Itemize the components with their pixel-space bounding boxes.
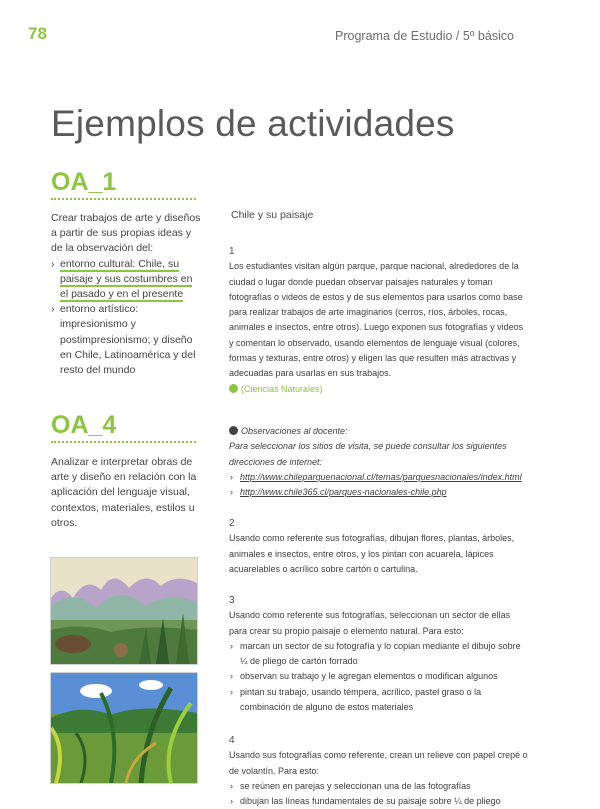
activity-1-text: Los estudiantes visitan algún parque, parque nacional, alrededores de la ciudad o lugar donde puedan observar paisajes naturales y toman fotografías o videos de estos y de sus elementos para usarlos como base para realizar trabajos de arte imaginarios (cerros, ríos, árboles, rocas, animales e insectos, entre otros). Luego exponen sus fotografías y videos y comentan lo observado, usando elementos de lenguaje visual (colores, formas y texturas, entre otros) y eligen las que resulten más atractivas y adecuadas para usarlas en sus trabajos.: [229, 261, 524, 379]
activity-3-steps: [229, 639, 529, 715]
activity-2: [229, 516, 529, 577]
activity-3-step: [229, 639, 529, 670]
oa4-objective: Analizar e interpretar obras de arte y diseño en relación con la aplicación del lenguaje visual, contextos, materiales, estilos u otros.: [51, 456, 197, 529]
activity-1-number: 1: [229, 246, 235, 257]
oa1-item-artistico: [51, 302, 201, 378]
teacher-notes-text: Para seleccionar los sitios de visita, se puede consultar los siguientes direcciones de internet:: [229, 441, 507, 467]
activity-4-step: [229, 779, 529, 794]
page-title: Ejemplos de actividades: [51, 103, 455, 144]
landscape-painting-mountains: [50, 557, 198, 665]
teacher-notes-title: Observaciones al docente:: [241, 426, 348, 436]
activity-4: [229, 733, 529, 809]
activity-1: [229, 244, 529, 397]
activity-3-step: [229, 669, 529, 684]
activity-3-number: 3: [229, 595, 235, 606]
activity-1-reference: [229, 382, 529, 397]
activity-4-text: Usando sus fotografías como referente, crean un relieve con papel crepé o de volantín. Para esto:: [229, 750, 528, 776]
teacher-notes-links: [229, 470, 529, 501]
activity-3-step-text: observan su trabajo y le agregan elementos o modifican algunos: [240, 671, 498, 682]
activity-2-number: 2: [229, 518, 235, 529]
painting-mountains-illustration: [51, 558, 197, 664]
oa1-item-cultural: [51, 257, 201, 303]
oa1-intro: Crear trabajos de arte y diseños a partir de sus propias ideas y de la observación del:: [51, 212, 201, 255]
oa1-item-artistico-text: entorno artístico: impresionismo y postimpresionismo; y diseño en Chile, Latinoamérica y del resto del mundo: [60, 303, 196, 377]
teacher-notes: [229, 424, 529, 500]
cross-curricular-icon: [229, 384, 238, 393]
section-title: Chile y su paisaje: [231, 209, 314, 221]
teacher-notes-title-row: [229, 424, 529, 439]
activity-2-text: Usando como referente sus fotografías, dibujan flores, plantas, árboles, animales e insectos, entre otros, y los pintan con acuarela, lápices acuarelables o acrílico sobre cartón o cartulina.: [229, 533, 515, 574]
activity-4-step-text: dibujan las líneas fundamentales de su paisaje sobre ¼ de pliego: [240, 796, 501, 807]
activity-3-text: Usando como referente sus fotografías, seleccionan un sector de ellas para crear su propio paisaje o elemento natural. Para esto:: [229, 610, 511, 636]
teacher-link-item: [229, 485, 529, 500]
oa1-divider: [51, 198, 196, 200]
activity-3-step: [229, 685, 529, 716]
oa1-objective: [51, 211, 201, 378]
teacher-link-item: [229, 470, 529, 485]
running-header: Programa de Estudio / 5º básico: [335, 29, 514, 43]
info-icon: [229, 426, 238, 435]
page-number: 78: [28, 24, 47, 43]
activity-4-step-text: se reúnen en parejas y seleccionan una de las fotografías: [240, 780, 471, 791]
activity-1-reference-text: (Ciencias Naturales): [241, 383, 323, 394]
activity-3-step-text: pintan su trabajo, usando témpera, acrílico, pastel graso o la combinación de alguno de estos materiales: [240, 686, 482, 713]
oa1-label: OA_1: [51, 168, 117, 196]
activity-4-step: [229, 794, 529, 809]
activity-3: [229, 593, 529, 715]
link-chile365[interactable]: http://www.chile365.cl/parques-nacionales-chile.php: [240, 487, 447, 498]
oa4-label: OA_4: [51, 411, 117, 439]
oa1-item-cultural-text: entorno cultural: Chile, su paisaje y sus costumbres en el pasado y en el presente: [60, 257, 193, 301]
landscape-painting-jungle: [50, 672, 198, 784]
activity-4-number: 4: [229, 735, 235, 746]
activity-4-steps: [229, 779, 529, 809]
painting-jungle-illustration: [51, 673, 197, 783]
oa1-list: [51, 257, 201, 379]
activity-3-step-text: marcan un sector de su fotografía y lo copian mediante el dibujo sobre ¼ de pliego de cartón forrado: [240, 640, 521, 667]
link-chileparquenacional[interactable]: http://www.chileparquenacional.cl/temas/parquesnacionales/index.html: [240, 471, 522, 482]
oa4-divider: [51, 441, 196, 443]
